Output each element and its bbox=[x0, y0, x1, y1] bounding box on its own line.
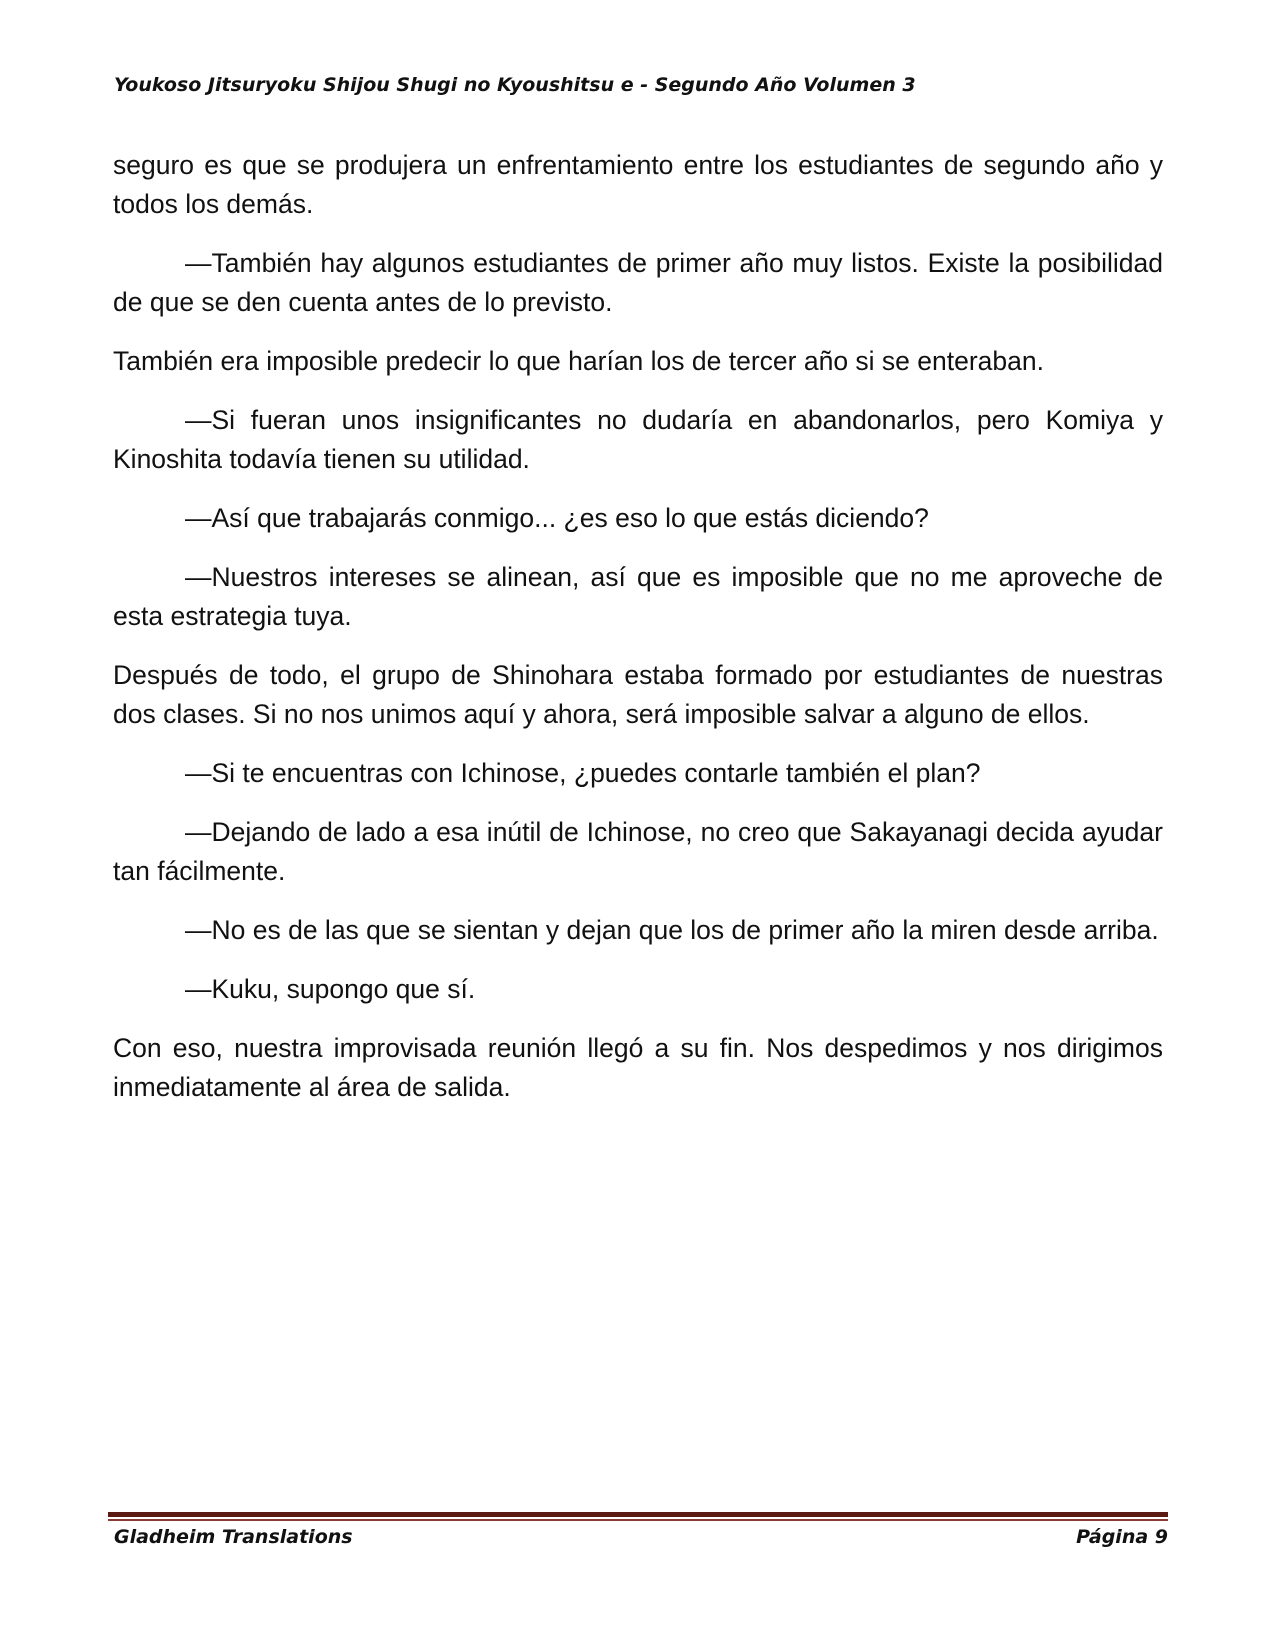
paragraph: —Kuku, supongo que sí. bbox=[185, 974, 476, 1004]
paragraph: seguro es que se produjera un enfrentamiento entre los estudiantes de segundo año y todos los demás. bbox=[113, 150, 1163, 219]
paragraph: También era imposible predecir lo que harían los de tercer año si se enteraban. bbox=[113, 346, 1044, 376]
paragraph: Con eso, nuestra improvisada reunión llegó a su fin. Nos despedimos y nos dirigimos inmediatamente al área de salida. bbox=[113, 1033, 1163, 1102]
paragraph: —Dejando de lado a esa inútil de Ichinose, no creo que Sakayanagi decida ayudar tan fácilmente. bbox=[113, 817, 1163, 886]
paragraph: —Nuestros intereses se alinean, así que es imposible que no me aproveche de esta estrategia tuya. bbox=[113, 562, 1163, 631]
running-header: Youkoso Jitsuryoku Shijou Shugi no Kyoushitsu e - Segundo Año Volumen 3 bbox=[114, 74, 916, 96]
paragraph: Después de todo, el grupo de Shinohara estaba formado por estudiantes de nuestras dos clases. Si no nos unimos aquí y ahora, será imposible salvar a alguno de ellos. bbox=[113, 660, 1163, 729]
body-text bbox=[113, 146, 1163, 1127]
paragraph: —Si te encuentras con Ichinose, ¿puedes contarle también el plan? bbox=[185, 758, 981, 788]
footer-publisher: Gladheim Translations bbox=[114, 1526, 353, 1548]
footer-divider-thin bbox=[108, 1519, 1168, 1521]
paragraph: —También hay algunos estudiantes de primer año muy listos. Existe la posibilidad de que se den cuenta antes de lo previsto. bbox=[113, 248, 1163, 317]
paragraph: —Si fueran unos insignificantes no dudaría en abandonarlos, pero Komiya y Kinoshita todavía tienen su utilidad. bbox=[113, 405, 1163, 474]
footer-divider-thick bbox=[108, 1512, 1168, 1517]
footer-page-number: Página 9 bbox=[1076, 1526, 1168, 1548]
paragraph: —Así que trabajarás conmigo... ¿es eso lo que estás diciendo? bbox=[185, 503, 929, 533]
paragraph: —No es de las que se sientan y dejan que los de primer año la miren desde arriba. bbox=[185, 915, 1159, 945]
